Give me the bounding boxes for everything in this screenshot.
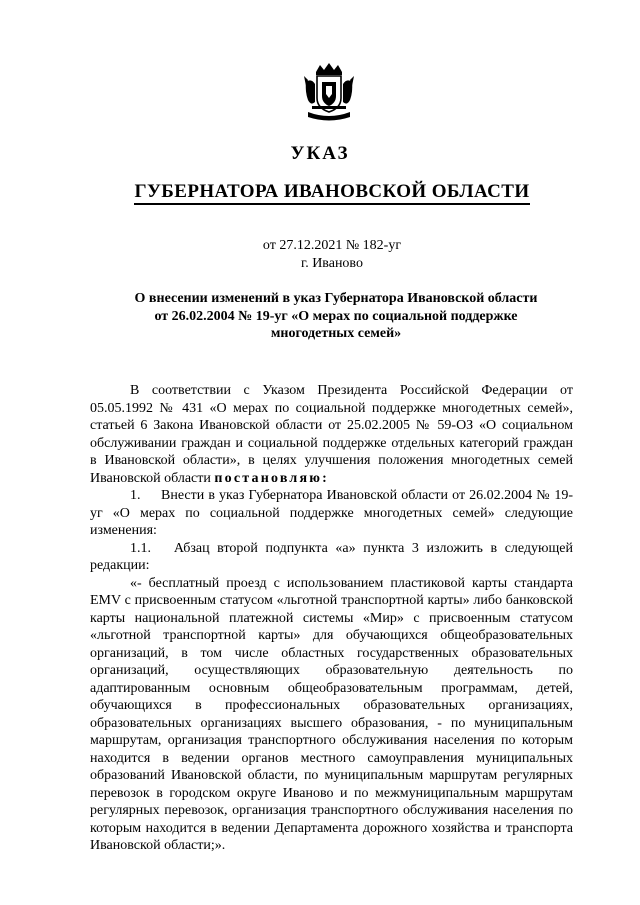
coat-of-arms-emblem [302, 62, 356, 124]
document-subject [110, 290, 562, 343]
subject-line-2: от 26.02.2004 № 19-уг «О мерах по социальной поддержке [154, 308, 518, 324]
document-body [90, 382, 573, 855]
date-number-line: от 27.12.2021 № 182-уг [262, 238, 402, 253]
intro-text: В соответствии с Указом Президента Российской Федерации от 05.05.1992 № 431 «О мерах по социальной поддержке многодетных семей», статьей 6 Закона Ивановской области от 25.02.2005 № 59-ОЗ «О социальном обслуживании граждан и социальной поддержке отдельных категорий граждан в Ивановской области», в целях улучшения положения многодетных семей Ивановской области [90, 383, 573, 486]
issuer-title [0, 181, 640, 203]
resolve-word: постановляю: [214, 470, 329, 486]
issuer-title-text: ГУБЕРНАТОРА ИВАНОВСКОЙ ОБЛАСТИ [134, 181, 529, 205]
city-line: г. Иваново [301, 256, 363, 271]
subject-line-1: О внесении изменений в указ Губернатора Ивановской области [134, 291, 538, 306]
quoted-amendment-paragraph: «- бесплатный проезд с использованием пластиковой карты стандарта EMV с присвоенным статусом «льготной транспортной карты» либо банковской карты национальной платежной системы «Мир» с присвоенным статусом «льготной транспортной карты» для обучающихся общеобразовательных организаций, в том числе областных государственных образовательных организаций, осуществляющих образовательную деятельность по адаптированным основным общеобразовательным программам, детей, обучающихся в профессиональных образовательных организациях, образовательных организациях высшего образования, - по муниципальным маршрутам, организация транспортного обслуживания населения по которым находится в ведении органов местного самоуправления муниципальных образований Ивановской области, по муниципальным маршрутам регулярных перевозок в городском округе Иваново и по межмуниципальным маршрутам регулярных перевозок, организация транспортного обслуживания населения по которым находится в ведении Департамента дорожного хозяйства и транспорта Ивановской области;». [90, 575, 573, 853]
subject-line-3: многодетных семей» [270, 326, 402, 341]
item-1-1-paragraph: 1.1. Абзац второй подпункта «а» пункта 3 изложить в следующей редакции: [90, 540, 573, 573]
document-type-title: УКАЗ [290, 143, 350, 164]
item-1-paragraph: 1. Внести в указ Губернатора Ивановской области от 26.02.2004 № 19-уг «О мерах по социальной поддержке многодетных семей» следующие изменения: [90, 488, 573, 538]
intro-paragraph [90, 382, 573, 487]
